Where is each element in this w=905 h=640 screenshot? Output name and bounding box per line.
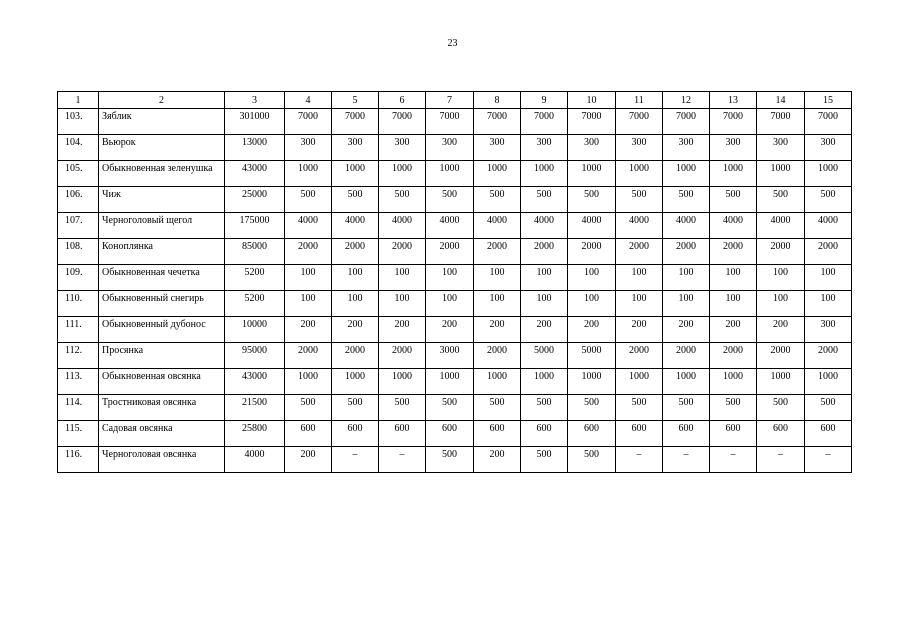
- value-cell-col-10: 500: [568, 447, 616, 473]
- species-name: Обыкновенная зеленушка: [99, 161, 225, 187]
- value-cell-col-7: 4000: [426, 213, 474, 239]
- value-cell-col-11: 500: [616, 395, 663, 421]
- species-name: Черноголовая овсянка: [99, 447, 225, 473]
- value-cell-col-7: 100: [426, 265, 474, 291]
- value-cell-col-5: 500: [332, 187, 379, 213]
- column-header-7: 7: [426, 92, 474, 109]
- value-cell-col-12: 1000: [663, 161, 710, 187]
- value-cell-col-12: 500: [663, 395, 710, 421]
- row-index: 116.: [58, 447, 99, 473]
- table-row: [58, 109, 852, 135]
- column-header-11: 11: [616, 92, 663, 109]
- column-header-6: 6: [379, 92, 426, 109]
- value-cell-col-6: 300: [379, 135, 426, 161]
- value-cell-col-6: 600: [379, 421, 426, 447]
- column-header-2: 2: [99, 92, 225, 109]
- value-cell-col-9: 500: [521, 187, 568, 213]
- value-cell-col-15: 4000: [805, 213, 852, 239]
- value-cell-col-4: 2000: [285, 239, 332, 265]
- value-cell-col-11: 7000: [616, 109, 663, 135]
- value-cell-col-8: 300: [474, 135, 521, 161]
- row-index: 113.: [58, 369, 99, 395]
- value-cell-col-6: 500: [379, 187, 426, 213]
- value-cell-col-13: 600: [710, 421, 757, 447]
- value-cell-col-14: 500: [757, 395, 805, 421]
- value-cell-col-5: 2000: [332, 239, 379, 265]
- value-cell-col-5: 500: [332, 395, 379, 421]
- value-cell-col-12: 200: [663, 317, 710, 343]
- value-cell-col-12: 2000: [663, 239, 710, 265]
- value-cell-col-4: 7000: [285, 109, 332, 135]
- table-header-row: [58, 92, 852, 109]
- value-cell-col-12: 1000: [663, 369, 710, 395]
- value-cell-col-6: 200: [379, 317, 426, 343]
- value-cell-col-14: 100: [757, 291, 805, 317]
- value-cell-col-9: 5000: [521, 343, 568, 369]
- species-name: Обыкновенный снегирь: [99, 291, 225, 317]
- value-cell-col-15: 1000: [805, 161, 852, 187]
- value-cell-col-12: 7000: [663, 109, 710, 135]
- value-cell-col-5: 1000: [332, 161, 379, 187]
- value-cell-col-3: 21500: [225, 395, 285, 421]
- value-cell-col-3: 5200: [225, 291, 285, 317]
- value-cell-col-9: 200: [521, 317, 568, 343]
- table-row: [58, 161, 852, 187]
- value-cell-col-7: 300: [426, 135, 474, 161]
- value-cell-col-4: 2000: [285, 343, 332, 369]
- value-cell-col-12: 300: [663, 135, 710, 161]
- value-cell-col-9: 100: [521, 291, 568, 317]
- value-cell-col-15: 1000: [805, 369, 852, 395]
- value-cell-col-3: 25800: [225, 421, 285, 447]
- value-cell-col-7: 600: [426, 421, 474, 447]
- value-cell-col-3: 43000: [225, 161, 285, 187]
- value-cell-col-14: 4000: [757, 213, 805, 239]
- value-cell-col-13: 2000: [710, 239, 757, 265]
- value-cell-col-10: 4000: [568, 213, 616, 239]
- species-name: Коноплянка: [99, 239, 225, 265]
- value-cell-col-14: 100: [757, 265, 805, 291]
- value-cell-col-10: 1000: [568, 161, 616, 187]
- column-header-3: 3: [225, 92, 285, 109]
- species-name: Зяблик: [99, 109, 225, 135]
- column-header-4: 4: [285, 92, 332, 109]
- value-cell-col-7: 200: [426, 317, 474, 343]
- value-cell-col-14: 1000: [757, 369, 805, 395]
- value-cell-col-14: 300: [757, 135, 805, 161]
- value-cell-col-7: 3000: [426, 343, 474, 369]
- value-cell-col-13: 7000: [710, 109, 757, 135]
- value-cell-col-15: 100: [805, 265, 852, 291]
- value-cell-col-4: 1000: [285, 161, 332, 187]
- table-row: [58, 239, 852, 265]
- value-cell-col-13: 1000: [710, 161, 757, 187]
- species-name: Вьюрок: [99, 135, 225, 161]
- value-cell-col-12: 2000: [663, 343, 710, 369]
- value-cell-col-9: 2000: [521, 239, 568, 265]
- value-cell-col-15: 500: [805, 187, 852, 213]
- value-cell-col-13: 100: [710, 265, 757, 291]
- table-row: [58, 343, 852, 369]
- value-cell-col-4: 500: [285, 395, 332, 421]
- value-cell-col-11: 100: [616, 291, 663, 317]
- column-header-8: 8: [474, 92, 521, 109]
- value-cell-col-9: 300: [521, 135, 568, 161]
- value-cell-col-15: –: [805, 447, 852, 473]
- column-header-10: 10: [568, 92, 616, 109]
- value-cell-col-14: 500: [757, 187, 805, 213]
- value-cell-col-3: 10000: [225, 317, 285, 343]
- value-cell-col-14: 600: [757, 421, 805, 447]
- value-cell-col-4: 100: [285, 265, 332, 291]
- value-cell-col-11: 2000: [616, 343, 663, 369]
- value-cell-col-12: 4000: [663, 213, 710, 239]
- species-name: Чиж: [99, 187, 225, 213]
- row-index: 107.: [58, 213, 99, 239]
- value-cell-col-12: 600: [663, 421, 710, 447]
- value-cell-col-13: 2000: [710, 343, 757, 369]
- value-cell-col-10: 100: [568, 291, 616, 317]
- table-row: [58, 369, 852, 395]
- value-cell-col-11: 200: [616, 317, 663, 343]
- value-cell-col-11: –: [616, 447, 663, 473]
- value-cell-col-11: 100: [616, 265, 663, 291]
- value-cell-col-11: 600: [616, 421, 663, 447]
- table-row: [58, 187, 852, 213]
- value-cell-col-3: 95000: [225, 343, 285, 369]
- species-name: Тростниковая овсянка: [99, 395, 225, 421]
- value-cell-col-7: 500: [426, 447, 474, 473]
- value-cell-col-6: 100: [379, 265, 426, 291]
- row-index: 105.: [58, 161, 99, 187]
- value-cell-col-13: 200: [710, 317, 757, 343]
- value-cell-col-8: 200: [474, 317, 521, 343]
- value-cell-col-9: 500: [521, 395, 568, 421]
- value-cell-col-9: 600: [521, 421, 568, 447]
- value-cell-col-10: 500: [568, 395, 616, 421]
- row-index: 109.: [58, 265, 99, 291]
- row-index: 110.: [58, 291, 99, 317]
- row-index: 111.: [58, 317, 99, 343]
- column-header-13: 13: [710, 92, 757, 109]
- value-cell-col-14: 2000: [757, 343, 805, 369]
- value-cell-col-7: 1000: [426, 161, 474, 187]
- value-cell-col-3: 25000: [225, 187, 285, 213]
- value-cell-col-6: 4000: [379, 213, 426, 239]
- value-cell-col-8: 100: [474, 265, 521, 291]
- species-name: Обыкновенный дубонос: [99, 317, 225, 343]
- value-cell-col-5: 7000: [332, 109, 379, 135]
- table-row: [58, 135, 852, 161]
- value-cell-col-8: 1000: [474, 161, 521, 187]
- value-cell-col-13: 300: [710, 135, 757, 161]
- row-index: 112.: [58, 343, 99, 369]
- value-cell-col-5: 200: [332, 317, 379, 343]
- row-index: 106.: [58, 187, 99, 213]
- species-name: Садовая овсянка: [99, 421, 225, 447]
- row-index: 114.: [58, 395, 99, 421]
- column-header-9: 9: [521, 92, 568, 109]
- value-cell-col-11: 2000: [616, 239, 663, 265]
- table-row: [58, 213, 852, 239]
- value-cell-col-10: 300: [568, 135, 616, 161]
- value-cell-col-7: 1000: [426, 369, 474, 395]
- value-cell-col-14: 200: [757, 317, 805, 343]
- value-cell-col-8: 200: [474, 447, 521, 473]
- value-cell-col-15: 100: [805, 291, 852, 317]
- value-cell-col-14: 2000: [757, 239, 805, 265]
- value-cell-col-4: 4000: [285, 213, 332, 239]
- value-cell-col-3: 43000: [225, 369, 285, 395]
- value-cell-col-4: 1000: [285, 369, 332, 395]
- value-cell-col-7: 500: [426, 395, 474, 421]
- value-cell-col-15: 500: [805, 395, 852, 421]
- value-cell-col-12: –: [663, 447, 710, 473]
- value-cell-col-5: 100: [332, 291, 379, 317]
- value-cell-col-10: 600: [568, 421, 616, 447]
- species-table: [57, 91, 852, 473]
- value-cell-col-7: 100: [426, 291, 474, 317]
- value-cell-col-13: –: [710, 447, 757, 473]
- value-cell-col-3: 301000: [225, 109, 285, 135]
- value-cell-col-8: 1000: [474, 369, 521, 395]
- species-name: Просянка: [99, 343, 225, 369]
- value-cell-col-13: 100: [710, 291, 757, 317]
- value-cell-col-3: 85000: [225, 239, 285, 265]
- value-cell-col-11: 1000: [616, 369, 663, 395]
- value-cell-col-13: 4000: [710, 213, 757, 239]
- value-cell-col-5: 100: [332, 265, 379, 291]
- value-cell-col-8: 2000: [474, 239, 521, 265]
- table-row: [58, 395, 852, 421]
- value-cell-col-11: 1000: [616, 161, 663, 187]
- value-cell-col-10: 7000: [568, 109, 616, 135]
- row-index: 103.: [58, 109, 99, 135]
- value-cell-col-12: 100: [663, 291, 710, 317]
- value-cell-col-14: –: [757, 447, 805, 473]
- value-cell-col-14: 7000: [757, 109, 805, 135]
- value-cell-col-4: 600: [285, 421, 332, 447]
- value-cell-col-4: 200: [285, 317, 332, 343]
- value-cell-col-5: –: [332, 447, 379, 473]
- value-cell-col-15: 2000: [805, 239, 852, 265]
- value-cell-col-7: 500: [426, 187, 474, 213]
- value-cell-col-15: 300: [805, 135, 852, 161]
- value-cell-col-5: 4000: [332, 213, 379, 239]
- value-cell-col-8: 4000: [474, 213, 521, 239]
- value-cell-col-5: 600: [332, 421, 379, 447]
- value-cell-col-15: 7000: [805, 109, 852, 135]
- value-cell-col-10: 2000: [568, 239, 616, 265]
- species-name: Обыкновенная чечетка: [99, 265, 225, 291]
- page-number: 23: [447, 38, 458, 49]
- value-cell-col-13: 500: [710, 395, 757, 421]
- value-cell-col-6: 2000: [379, 343, 426, 369]
- value-cell-col-13: 500: [710, 187, 757, 213]
- value-cell-col-8: 500: [474, 395, 521, 421]
- table-row: [58, 421, 852, 447]
- value-cell-col-11: 500: [616, 187, 663, 213]
- value-cell-col-10: 5000: [568, 343, 616, 369]
- value-cell-col-4: 200: [285, 447, 332, 473]
- value-cell-col-3: 5200: [225, 265, 285, 291]
- value-cell-col-11: 4000: [616, 213, 663, 239]
- value-cell-col-9: 7000: [521, 109, 568, 135]
- value-cell-col-6: 1000: [379, 369, 426, 395]
- value-cell-col-8: 7000: [474, 109, 521, 135]
- table-row: [58, 265, 852, 291]
- value-cell-col-4: 300: [285, 135, 332, 161]
- value-cell-col-11: 300: [616, 135, 663, 161]
- value-cell-col-12: 100: [663, 265, 710, 291]
- table-row: [58, 447, 852, 473]
- value-cell-col-6: 7000: [379, 109, 426, 135]
- column-header-1: 1: [58, 92, 99, 109]
- value-cell-col-6: 1000: [379, 161, 426, 187]
- row-index: 108.: [58, 239, 99, 265]
- value-cell-col-8: 100: [474, 291, 521, 317]
- value-cell-col-3: 175000: [225, 213, 285, 239]
- value-cell-col-10: 500: [568, 187, 616, 213]
- value-cell-col-5: 2000: [332, 343, 379, 369]
- value-cell-col-13: 1000: [710, 369, 757, 395]
- value-cell-col-9: 500: [521, 447, 568, 473]
- value-cell-col-6: 500: [379, 395, 426, 421]
- species-name: Черноголовый щегол: [99, 213, 225, 239]
- value-cell-col-5: 300: [332, 135, 379, 161]
- table-row: [58, 317, 852, 343]
- column-header-15: 15: [805, 92, 852, 109]
- value-cell-col-8: 2000: [474, 343, 521, 369]
- value-cell-col-12: 500: [663, 187, 710, 213]
- value-cell-col-4: 100: [285, 291, 332, 317]
- value-cell-col-9: 1000: [521, 161, 568, 187]
- value-cell-col-10: 1000: [568, 369, 616, 395]
- value-cell-col-4: 500: [285, 187, 332, 213]
- species-name: Обыкновенная овсянка: [99, 369, 225, 395]
- value-cell-col-8: 500: [474, 187, 521, 213]
- column-header-12: 12: [663, 92, 710, 109]
- value-cell-col-7: 2000: [426, 239, 474, 265]
- value-cell-col-6: 2000: [379, 239, 426, 265]
- value-cell-col-15: 2000: [805, 343, 852, 369]
- value-cell-col-10: 200: [568, 317, 616, 343]
- value-cell-col-5: 1000: [332, 369, 379, 395]
- column-header-5: 5: [332, 92, 379, 109]
- value-cell-col-7: 7000: [426, 109, 474, 135]
- value-cell-col-15: 300: [805, 317, 852, 343]
- row-index: 115.: [58, 421, 99, 447]
- value-cell-col-14: 1000: [757, 161, 805, 187]
- row-index: 104.: [58, 135, 99, 161]
- value-cell-col-10: 100: [568, 265, 616, 291]
- column-header-14: 14: [757, 92, 805, 109]
- value-cell-col-9: 4000: [521, 213, 568, 239]
- value-cell-col-3: 4000: [225, 447, 285, 473]
- value-cell-col-15: 600: [805, 421, 852, 447]
- value-cell-col-9: 100: [521, 265, 568, 291]
- value-cell-col-6: –: [379, 447, 426, 473]
- value-cell-col-3: 13000: [225, 135, 285, 161]
- value-cell-col-9: 1000: [521, 369, 568, 395]
- table-row: [58, 291, 852, 317]
- value-cell-col-6: 100: [379, 291, 426, 317]
- value-cell-col-8: 600: [474, 421, 521, 447]
